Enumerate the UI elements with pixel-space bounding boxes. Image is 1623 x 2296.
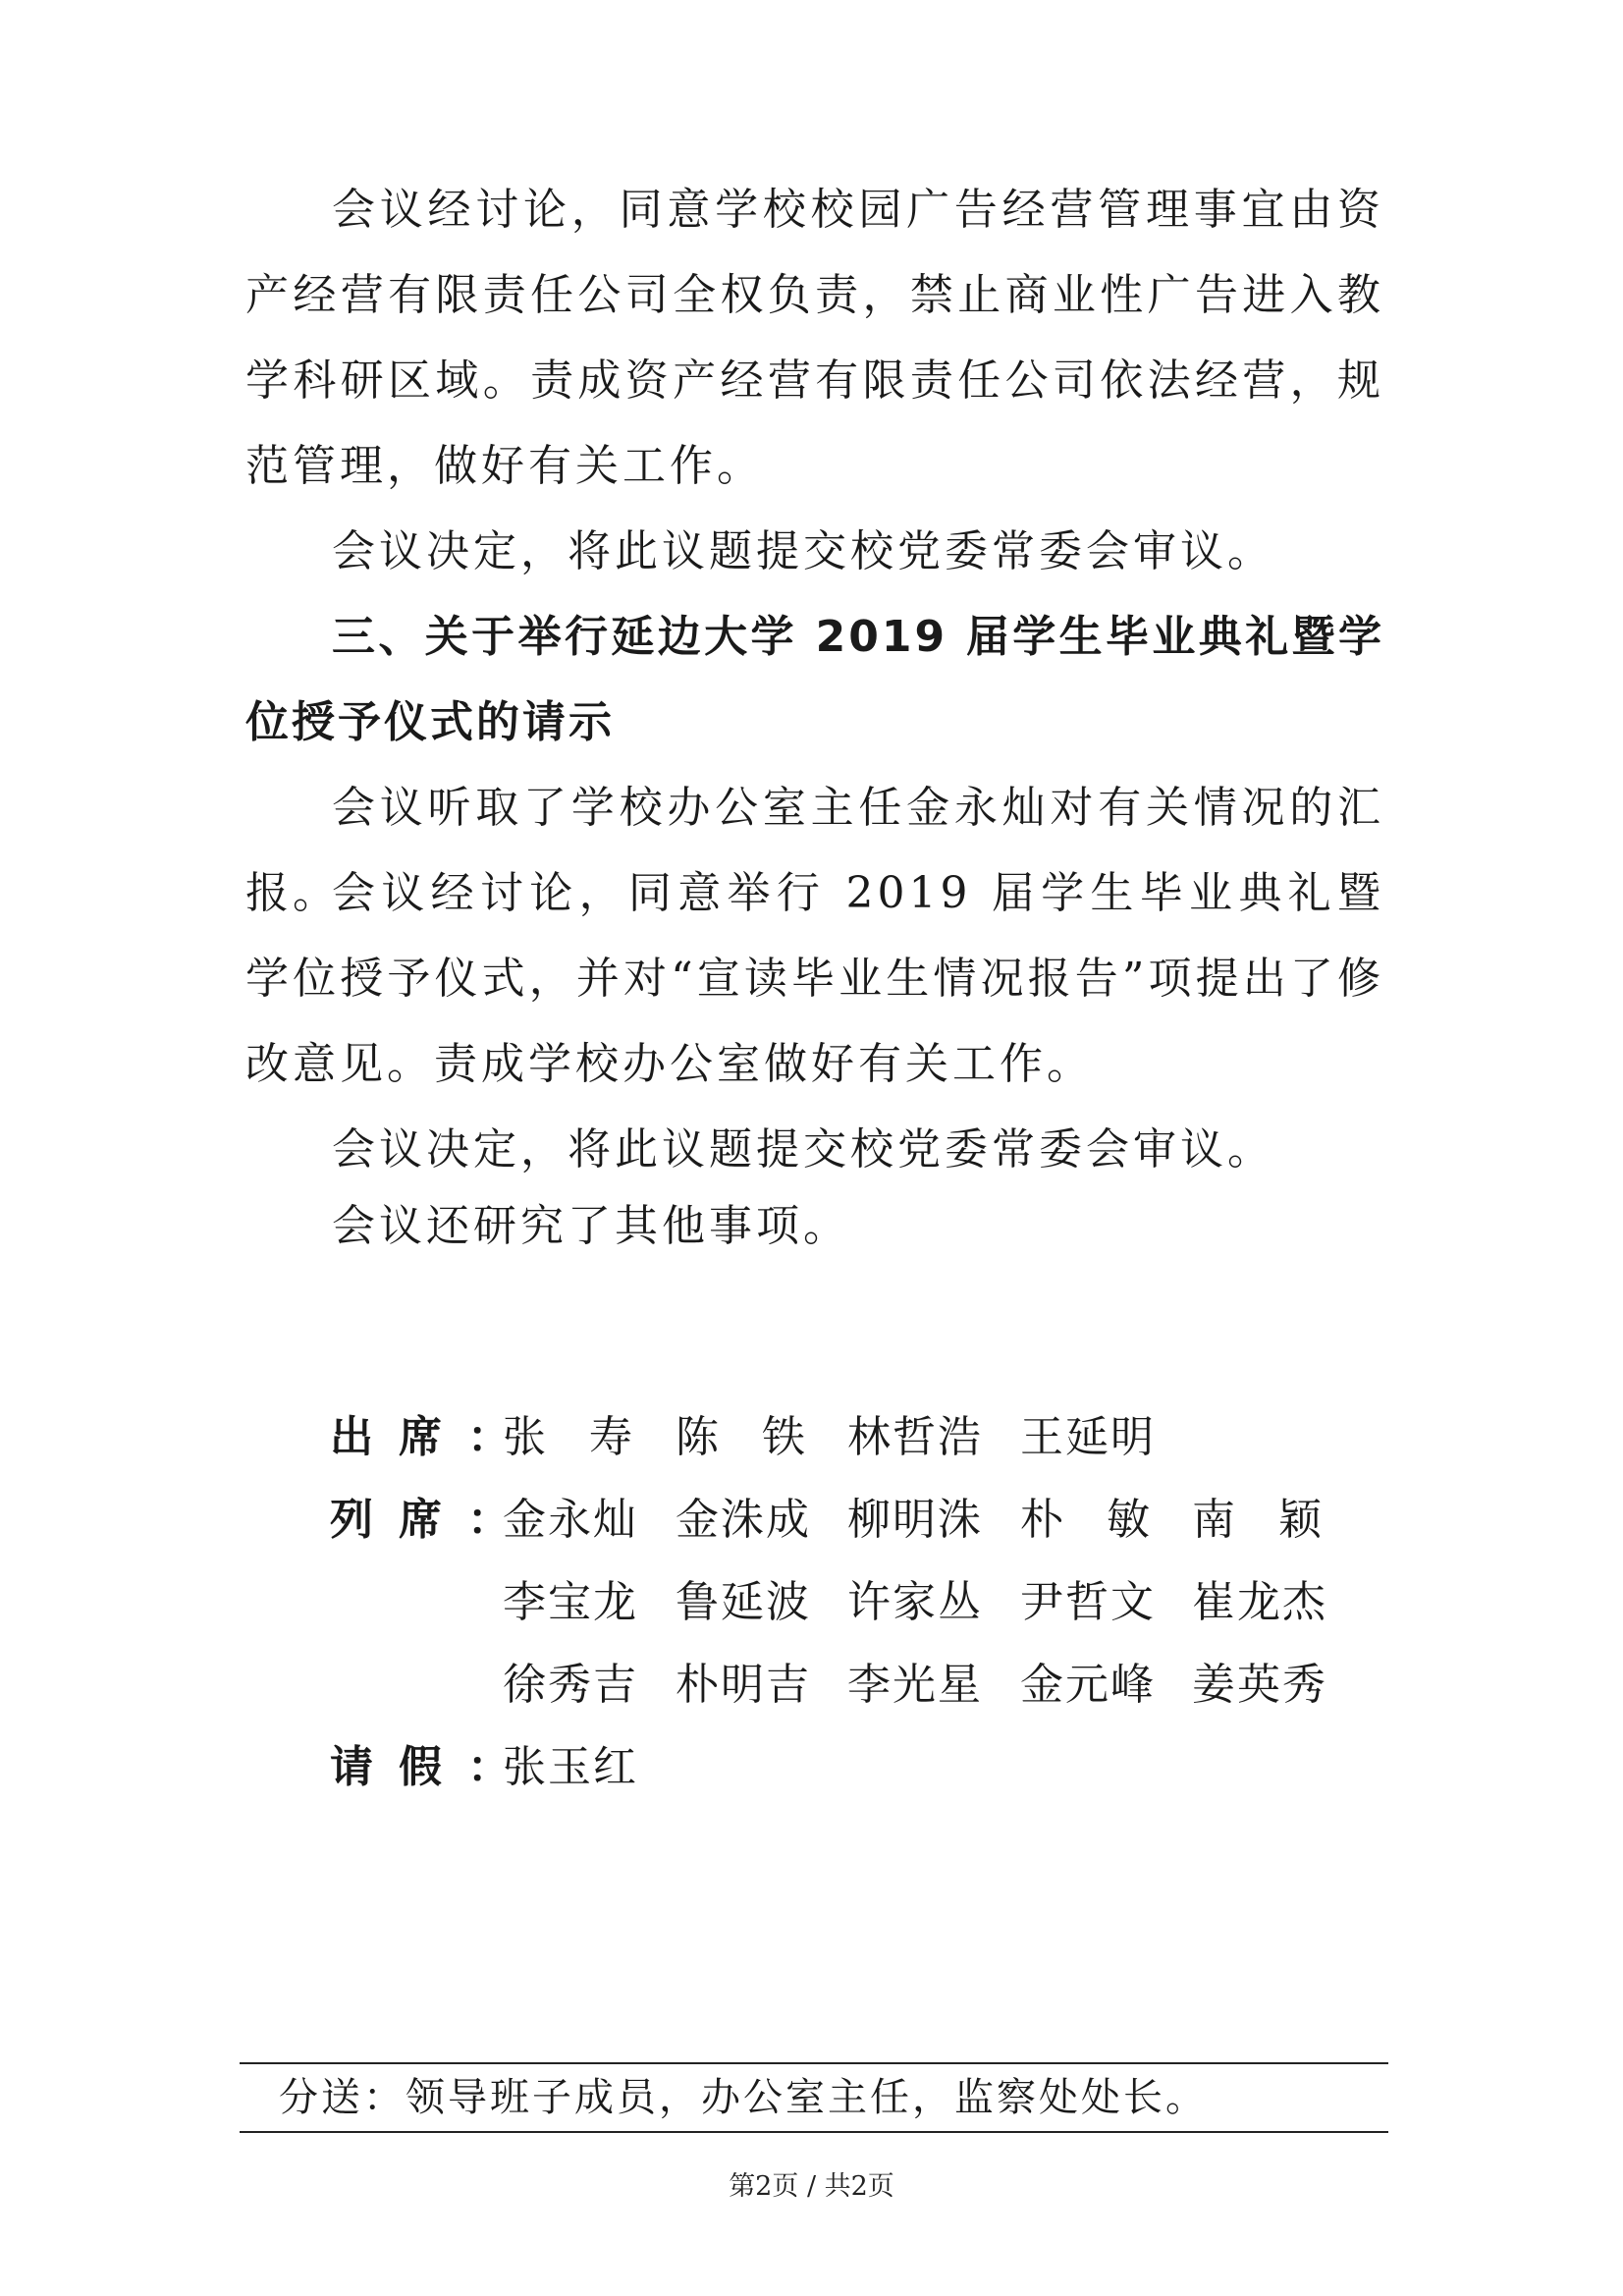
attendee-name: 崔龙杰 (1192, 1577, 1327, 1627)
leave-label: 请假： (330, 1742, 536, 1792)
attendee-name: 徐秀吉 (503, 1660, 638, 1710)
attendee-name: 张玉红 (503, 1742, 638, 1792)
paragraph-advertising-decision: 会议经讨论，同意学校校园广告经营管理事宜由资产经营有限责任公司全权负责，禁止商业性广告进入教学科研区域。责成资产经营有限责任公司依法经营，规范管理，做好有关工作。 (245, 185, 1384, 491)
distribution-top-rule (240, 2062, 1388, 2064)
attendee-name: 金永灿 (503, 1495, 638, 1545)
attendee-name: 尹哲文 (1020, 1577, 1156, 1627)
attendee-name: 王延明 (1020, 1412, 1156, 1462)
paragraph-submit-committee-1: 会议决定，将此议题提交校党委常委会审议。 (332, 526, 1274, 576)
attendee-name: 李光星 (847, 1660, 983, 1710)
attendee-name: 李宝龙 (503, 1577, 638, 1627)
section-heading-3: 三、关于举行延边大学 2019 届学生毕业典礼暨学位授予仪式的请示 (245, 612, 1384, 747)
paragraph-other-matters: 会议还研究了其他事项。 (332, 1201, 850, 1251)
attending-label: 列席： (330, 1495, 536, 1545)
paragraph-ceremony-decision: 会议经讨论，同意举行 2019 届学生毕业典礼暨学位授予仪式，并对“宣读毕业生情况报告”项提出了修改意见。责成学校办公室做好有关工作。 (245, 868, 1384, 1089)
attendee-name: 朴敏 (1020, 1495, 1193, 1545)
attendee-name: 金元峰 (1020, 1660, 1156, 1710)
attendee-name: 林哲浩 (847, 1412, 983, 1462)
present-label: 出席： (330, 1412, 536, 1462)
distribution-bottom-rule (240, 2131, 1388, 2133)
attendee-name: 朴明吉 (676, 1660, 811, 1710)
paragraph-report-heard: 会议听取了学校办公室主任金永灿对有关情况的汇报。 (245, 783, 1384, 918)
attendee-name: 金洙成 (676, 1495, 811, 1545)
page-number-footer: 第2页 / 共2页 (729, 2171, 894, 2202)
attendee-name: 南颖 (1192, 1495, 1365, 1545)
attendee-name: 张寿 (503, 1412, 676, 1462)
attendee-name: 姜英秀 (1192, 1660, 1327, 1710)
paragraph-submit-committee-2: 会议决定，将此议题提交校党委常委会审议。 (332, 1124, 1274, 1175)
attendee-name: 鲁延波 (676, 1577, 811, 1627)
attendee-name: 许家丛 (847, 1577, 983, 1627)
distribution-line: 分送：领导班子成员，办公室主任，监察处处长。 (279, 2075, 1208, 2120)
attendee-name: 陈铁 (676, 1412, 848, 1462)
attendee-name: 柳明洙 (847, 1495, 983, 1545)
